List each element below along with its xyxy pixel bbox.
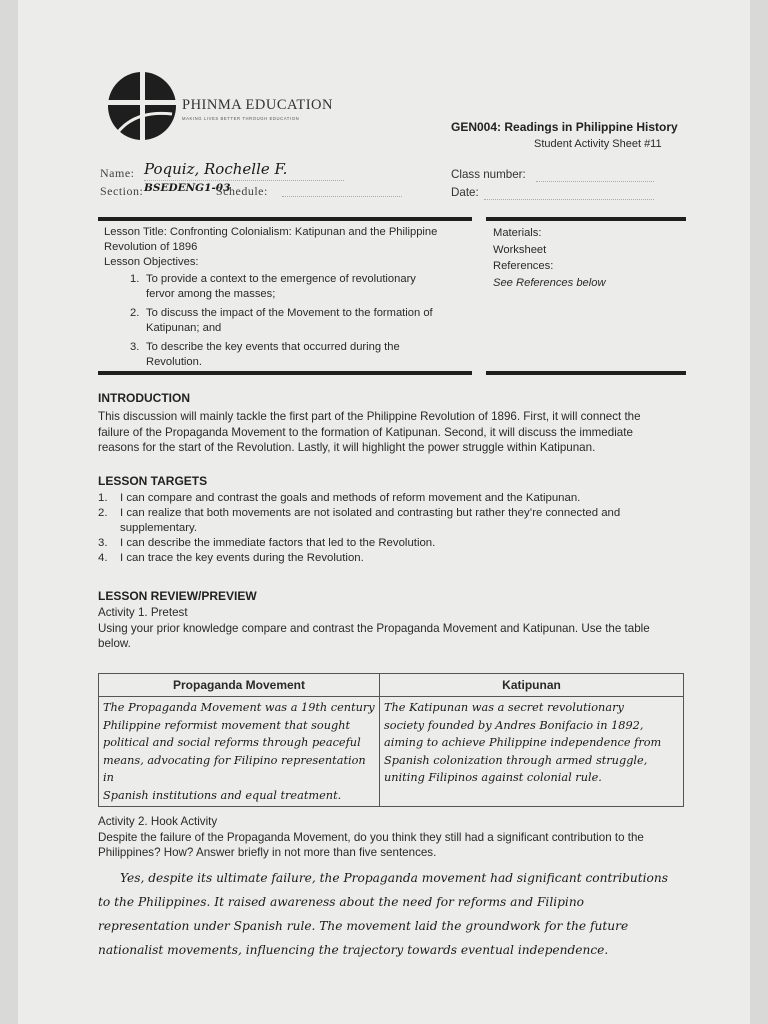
section-label: Section: — [100, 184, 144, 198]
org-name: PHINMA EDUCATION — [182, 97, 333, 113]
references-value: See References below — [493, 276, 606, 289]
introduction-heading: INTRODUCTION — [98, 391, 190, 405]
org-tagline: MAKING LIVES BETTER THROUGH EDUCATION — [182, 116, 300, 121]
lesson-title-line1: Lesson Title: Confronting Colonialism: Katipunan and the Philippine — [104, 226, 438, 238]
target-item: 4. I can trace the key events during the Revolution. — [98, 552, 364, 564]
propaganda-header: Propaganda Movement — [99, 674, 380, 697]
comparison-table — [98, 673, 684, 807]
table-header-row — [99, 674, 684, 697]
section-value[interactable]: BSEDENG1-03 — [144, 182, 231, 194]
activity1-instruction-line2: below. — [98, 637, 131, 650]
activity1-block — [98, 605, 718, 652]
materials-label: Materials: — [493, 227, 542, 239]
objectives-list — [104, 272, 470, 369]
answer-line: Yes, despite its ultimate failure, the Propaganda movement had significant contributions — [120, 871, 668, 885]
activity-sheet-page — [18, 0, 750, 1024]
objective-item: 3. To describe the key events that occurred during the Revolution. — [130, 341, 400, 368]
katipunan-header: Katipunan — [380, 674, 684, 697]
target-item: 2. I can realize that both movements are not isolated and contrasting but rather they’re connected and supplementary. — [98, 507, 621, 534]
activity1-instruction-line1: Using your prior knowledge compare and contrast the Propaganda Movement and Katipunan. Use the table — [98, 621, 650, 635]
target-item: 3. I can describe the immediate factors that led to the Revolution. — [98, 537, 436, 549]
activity2-block — [98, 814, 728, 861]
class-number-underline[interactable] — [536, 181, 654, 182]
activity1-title: Activity 1. Pretest — [98, 606, 188, 619]
lesson-title-line2: Revolution of 1896 — [104, 241, 198, 253]
lesson-review-heading: LESSON REVIEW/PREVIEW — [98, 589, 257, 603]
materials-bottom-rule — [486, 371, 686, 375]
propaganda-answer-cell[interactable]: The Propaganda Movement was a 19th century Philippine reformist movement that sought political and social reforms through peaceful means, advocating for Filipino representation in Spanish institutions and equal treatment. — [99, 697, 380, 807]
activity2-title: Activity 2. Hook Activity — [98, 815, 218, 828]
table-row — [99, 697, 684, 807]
name-label: Name: — [100, 166, 135, 180]
lesson-targets-list — [98, 491, 718, 566]
course-title: GEN004: Readings in Philippine History — [451, 120, 678, 134]
objectives-label: Lesson Objectives: — [104, 256, 199, 268]
phinma-globe-logo-icon — [106, 70, 178, 142]
name-value[interactable]: Poquiz, Rochelle F. — [144, 160, 288, 178]
answer-line: nationalist movements, influencing the trajectory towards eventual independence. — [98, 943, 609, 957]
name-underline — [144, 180, 344, 181]
date-label: Date: — [451, 186, 479, 199]
introduction-text: This discussion will mainly tackle the first part of the Philippine Revolution of 1896. First, it will connect the failure of the Propaganda Movement to the formation of Katipunan. Second, it will discuss the immediate reasons for the start of the Revolution. Lastly, it will highlight the power struggle within Katipunan. — [98, 410, 641, 454]
lesson-targets-heading: LESSON TARGETS — [98, 474, 208, 488]
activity2-instruction-line2: Philippines? How? Answer briefly in not more than five sentences. — [98, 846, 437, 859]
activity2-instruction-line1: Despite the failure of the Propaganda Movement, do you think they still had a significant contribution to the — [98, 830, 644, 844]
materials-panel — [493, 225, 606, 291]
objective-item: 1. To provide a context to the emergence of revolutionary fervor among the masses; — [130, 273, 416, 300]
class-number-label: Class number: — [451, 168, 526, 181]
schedule-label: Schedule: — [216, 184, 268, 198]
target-item: 1. I can compare and contrast the goals and methods of reform movement and the Katipunan. — [98, 492, 581, 504]
schedule-underline — [282, 196, 402, 197]
references-label: References: — [493, 260, 554, 272]
materials-value: Worksheet — [493, 243, 547, 256]
lesson-info — [104, 225, 470, 374]
lesson-top-rule — [98, 217, 472, 221]
answer-line: to the Philippines. It raised awareness about the need for reforms and Filipino — [98, 895, 585, 909]
hook-answer[interactable] — [98, 866, 738, 962]
date-underline[interactable] — [484, 199, 654, 200]
katipunan-answer-cell[interactable]: The Katipunan was a secret revolutionary society founded by Andres Bonifacio in 1892, aiming to achieve Philippine independence from Spanish colonization through armed struggle, uniting Filipinos against colonial rule. — [380, 697, 684, 807]
objective-item: 2. To discuss the impact of the Movement to the formation of Katipunan; and — [130, 307, 433, 334]
answer-line: representation under Spanish rule. The movement laid the groundwork for the future — [98, 919, 629, 933]
sheet-title: Student Activity Sheet #11 — [534, 138, 662, 150]
materials-top-rule — [486, 217, 686, 221]
